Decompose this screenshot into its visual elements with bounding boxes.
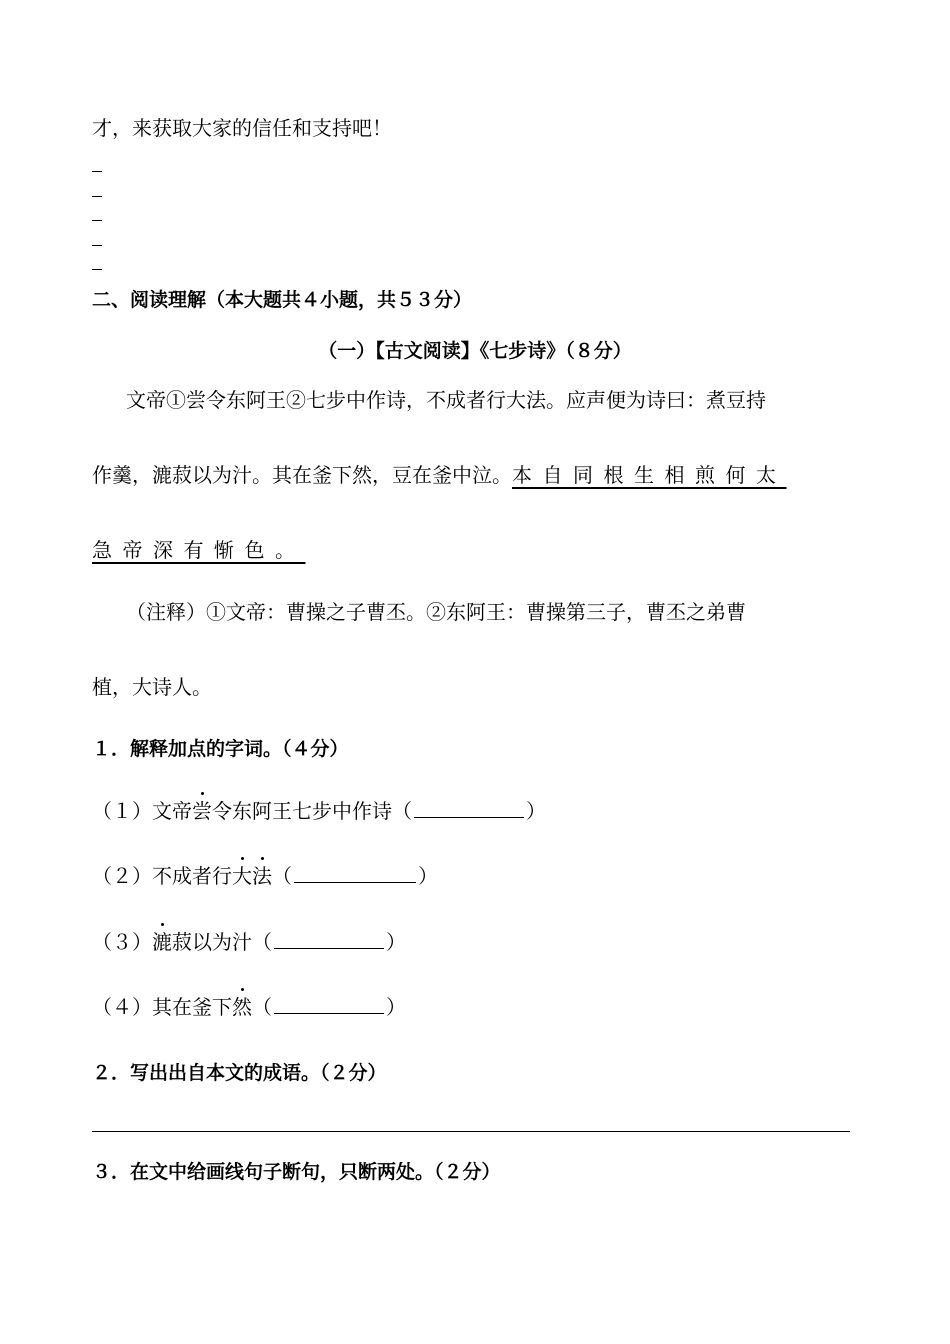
blank-dash <box>92 196 102 197</box>
dotted-char: 法 <box>252 864 272 888</box>
item-text: 令东阿王七步中作诗（ <box>212 799 412 823</box>
item-text: ） <box>418 864 438 888</box>
question-1-stem: １．解释加点的字词。（４分） <box>92 738 349 760</box>
dotted-char: 大 <box>232 864 252 888</box>
blank-dash <box>92 220 102 221</box>
underlined-sentence-part1: 本自同根生相煎何太 <box>512 463 787 487</box>
passage-title: （一）【古文阅读】《七步诗》（８分） <box>318 340 632 362</box>
question-2-stem: ２．写出出自本文的成语。（２分） <box>92 1062 387 1084</box>
item-text: （４）其在釜下 <box>92 995 232 1019</box>
blank-dash <box>92 171 102 172</box>
item-text: （ <box>252 995 272 1019</box>
answer-blank[interactable] <box>274 930 384 949</box>
dotted-char: 然 <box>232 995 252 1019</box>
item-text: 菽以为汁（ <box>172 930 272 954</box>
underlined-sentence-part2: 急帝深有惭色。 <box>92 538 306 562</box>
item-text: ） <box>386 995 406 1019</box>
question-1-item-2 <box>92 862 438 890</box>
question-3-stem: ３．在文中给画线句子断句，只断两处。（２分） <box>92 1161 501 1183</box>
item-text: （２）不成者行 <box>92 864 232 888</box>
item-text: （１）文帝 <box>92 799 192 823</box>
notes-line-1: （注释）①文帝：曹操之子曹丕。②东阿王：曹操第三子，曹丕之弟曹 <box>126 600 746 624</box>
passage-line-1: 文帝①尝令东阿王②七步中作诗，不成者行大法。应声便为诗曰：煮豆持 <box>126 388 766 412</box>
passage-line-3 <box>92 536 850 564</box>
question-1-item-1 <box>92 797 546 825</box>
answer-blank[interactable] <box>274 995 384 1014</box>
dotted-char: 尝 <box>192 799 212 823</box>
item-text: ） <box>386 930 406 954</box>
item-text: （ <box>272 864 292 888</box>
continuation-text: 才，来获取大家的信任和支持吧！ <box>92 116 392 140</box>
notes-line-2: 植，大诗人。 <box>92 675 212 699</box>
dotted-char: 漉 <box>152 930 172 954</box>
answer-blank[interactable] <box>294 864 416 883</box>
question-1-item-4 <box>92 993 406 1021</box>
item-text: ） <box>526 799 546 823</box>
question-1-item-3 <box>92 928 406 956</box>
blank-dash <box>92 245 102 246</box>
section-heading: 二、阅读理解（本大题共４小题，共５３分） <box>92 289 473 311</box>
answer-blank[interactable] <box>414 799 524 818</box>
blank-dash <box>92 269 102 270</box>
passage-line-2 <box>92 461 850 489</box>
item-text: （３） <box>92 930 152 954</box>
answer-line[interactable] <box>92 1131 850 1132</box>
passage-line-2-plain: 作羹，漉菽以为汁。其在釜下然，豆在釜中泣。 <box>92 463 512 487</box>
